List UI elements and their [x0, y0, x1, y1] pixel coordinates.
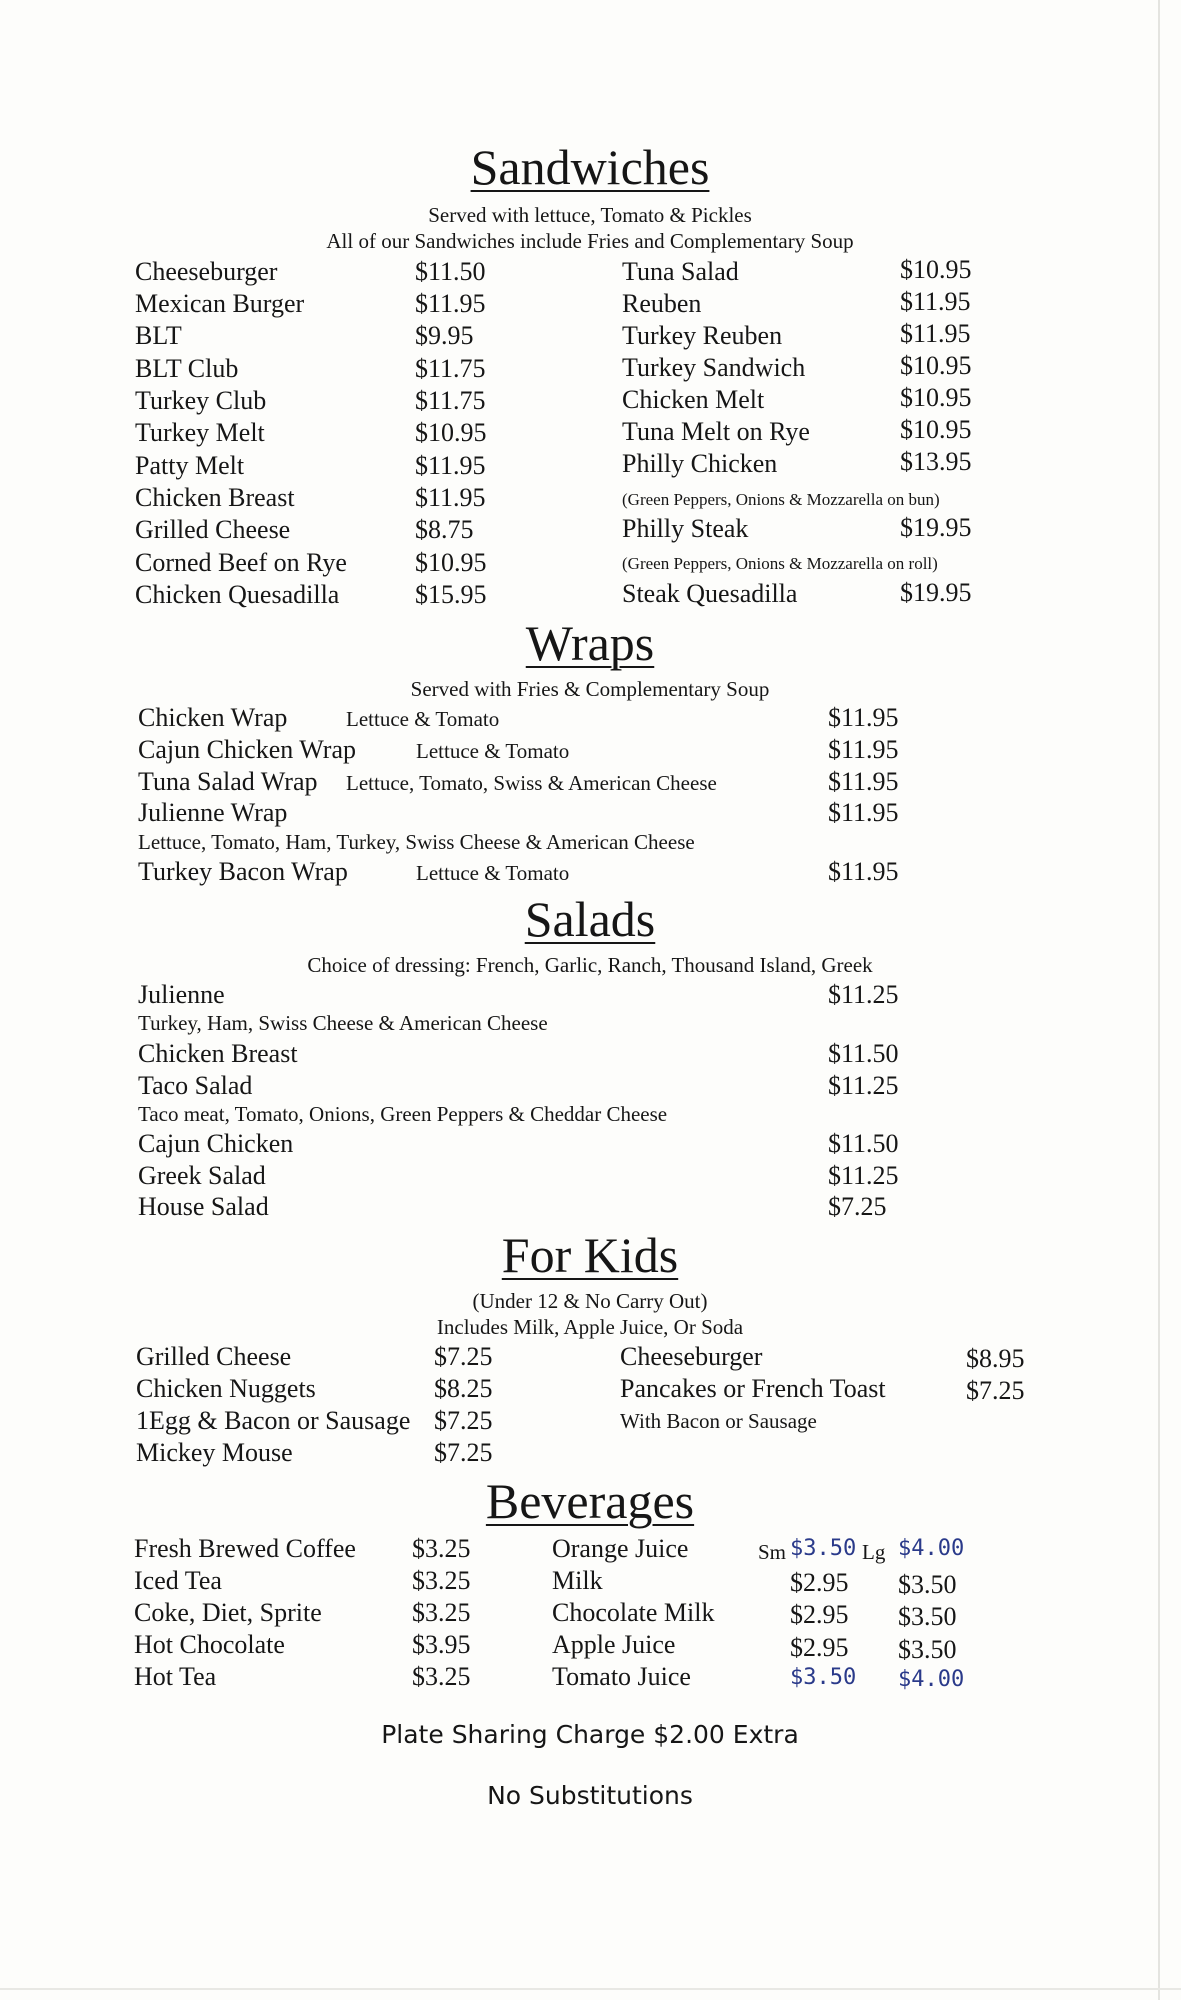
menu-item-name: Pancakes or French Toast — [620, 1374, 886, 1403]
menu-item-price: $10.95 — [415, 418, 487, 447]
menu-item-price: $11.50 — [415, 257, 486, 286]
kids-subtitle-2: Includes Milk, Apple Juice, Or Soda — [436, 1315, 744, 1339]
menu-item-name: Chicken Nuggets — [136, 1374, 316, 1403]
kids-subtitle-1: (Under 12 & No Carry Out) — [472, 1289, 708, 1313]
handwritten-price: $4.00 — [898, 1667, 965, 1692]
menu-item-price: $11.95 — [900, 287, 971, 316]
menu-item-name: Cheeseburger — [135, 257, 278, 286]
menu-item-name: Tuna Salad — [622, 257, 739, 286]
menu-item-price: $7.25 — [966, 1376, 1025, 1405]
menu-item-name: Philly Chicken — [622, 449, 778, 478]
menu-item-price: $11.50 — [828, 1039, 899, 1068]
menu-item-name: Hot Tea — [134, 1662, 217, 1691]
menu-item-price: $11.75 — [415, 386, 486, 415]
menu-item-name: Iced Tea — [134, 1566, 222, 1595]
menu-item-price: $10.95 — [900, 255, 972, 284]
menu-item-description: With Bacon or Sausage — [620, 1409, 817, 1433]
menu-item-price: $3.50 — [898, 1602, 957, 1631]
handwritten-price: $3.50 — [790, 1665, 857, 1690]
menu-item-name: Cajun Chicken Wrap — [138, 735, 356, 764]
menu-item-name: Corned Beef on Rye — [135, 548, 347, 577]
menu-item-description: Lettuce, Tomato, Swiss & American Cheese — [346, 771, 717, 795]
paper-edge — [1158, 0, 1160, 2000]
menu-item-name: Fresh Brewed Coffee — [134, 1534, 356, 1563]
menu-item-price: $8.25 — [434, 1374, 493, 1403]
menu-item-price: $11.95 — [828, 735, 899, 764]
menu-item-name: Turkey Sandwich — [622, 353, 806, 382]
menu-item-name: Tomato Juice — [552, 1662, 691, 1691]
menu-item-price: $3.25 — [412, 1566, 471, 1595]
menu-item-name: Turkey Club — [135, 386, 267, 415]
menu-item-name: Patty Melt — [135, 451, 245, 480]
menu-item-name: Mexican Burger — [135, 289, 305, 318]
wraps-subtitle: Served with Fries & Complementary Soup — [410, 677, 770, 701]
menu-item-name: BLT — [135, 321, 182, 350]
menu-item-name: Chicken Melt — [622, 385, 765, 414]
menu-item-price: $11.95 — [415, 451, 486, 480]
menu-item-description: Turkey, Ham, Swiss Cheese & American Cheese — [138, 1011, 548, 1035]
menu-item-name: Hot Chocolate — [134, 1630, 285, 1659]
menu-item-price: $8.95 — [966, 1344, 1025, 1373]
menu-item-name: Cheeseburger — [620, 1342, 763, 1371]
menu-item-description: Lettuce & Tomato — [346, 707, 500, 731]
menu-item-price: $3.25 — [412, 1534, 471, 1563]
menu-item-name: Reuben — [622, 289, 702, 318]
menu-item-price: $11.95 — [828, 703, 899, 732]
menu-item-name: Grilled Cheese — [136, 1342, 292, 1371]
menu-item-description: Taco meat, Tomato, Onions, Green Peppers & Cheddar Cheese — [138, 1102, 668, 1126]
size-label-large: Lg — [862, 1540, 886, 1564]
plate-sharing-note: Plate Sharing Charge $2.00 Extra — [381, 1720, 799, 1749]
menu-item-name: Cajun Chicken — [138, 1129, 294, 1158]
menu-item-price: $11.25 — [828, 1161, 899, 1190]
menu-item-name: Turkey Bacon Wrap — [138, 857, 348, 886]
menu-item-price: $11.95 — [415, 289, 486, 318]
menu-item-description: (Green Peppers, Onions & Mozzarella on roll) — [622, 554, 938, 573]
size-label-small: Sm — [758, 1540, 787, 1564]
menu-item-price: $2.95 — [790, 1600, 849, 1629]
beverages-title: Beverages — [485, 1473, 695, 1529]
menu-item-price: $11.95 — [415, 483, 486, 512]
menu-item-price: $10.95 — [900, 415, 972, 444]
menu-item-price: $9.95 — [415, 321, 474, 350]
menu-item-price: $11.25 — [828, 980, 899, 1009]
menu-item-name: Taco Salad — [138, 1071, 253, 1100]
menu-item-name: BLT Club — [135, 354, 239, 383]
menu-item-name: Chicken Breast — [138, 1039, 298, 1068]
menu-item-name: Chicken Breast — [135, 483, 295, 512]
menu-item-price: $11.25 — [828, 1071, 899, 1100]
menu-item-price: $7.25 — [828, 1192, 887, 1221]
sandwiches-subtitle-1: Served with lettuce, Tomato & Pickles — [428, 203, 752, 227]
menu-item-name: Turkey Reuben — [622, 321, 783, 350]
wraps-title: Wraps — [525, 615, 655, 671]
menu-item-name: Tuna Melt on Rye — [622, 417, 810, 446]
menu-item-price: $19.95 — [900, 513, 972, 542]
menu-item-name: Turkey Melt — [135, 418, 265, 447]
menu-item-description: Lettuce & Tomato — [416, 861, 570, 885]
sandwiches-title: Sandwiches — [470, 139, 710, 195]
menu-item-price: $3.95 — [412, 1630, 471, 1659]
menu-item-price: $13.95 — [900, 447, 972, 476]
menu-item-name: Chicken Wrap — [138, 703, 288, 732]
menu-item-price: $19.95 — [900, 578, 972, 607]
menu-item-price: $2.95 — [790, 1633, 849, 1662]
menu-item-price: $11.50 — [828, 1129, 899, 1158]
menu-item-name: Tuna Salad Wrap — [138, 767, 318, 796]
salads-title: Salads — [524, 891, 656, 947]
menu-item-price: $15.95 — [415, 580, 487, 609]
menu-item-name: Mickey Mouse — [136, 1438, 293, 1467]
menu-item-price: $11.95 — [828, 798, 899, 827]
menu-item-description: (Green Peppers, Onions & Mozzarella on bun) — [622, 490, 940, 509]
menu-item-price: $11.95 — [828, 857, 899, 886]
menu-item-name: Apple Juice — [552, 1630, 676, 1659]
salads-subtitle: Choice of dressing: French, Garlic, Ranch, Thousand Island, Greek — [307, 953, 873, 977]
menu-item-price: $2.95 — [790, 1568, 849, 1597]
paper-edge-bottom — [0, 1988, 1181, 1990]
menu-item-price: $3.25 — [412, 1598, 471, 1627]
menu-item-name: Chicken Quesadilla — [135, 580, 340, 609]
menu-item-name: Greek Salad — [138, 1161, 266, 1190]
menu-item-name: Grilled Cheese — [135, 515, 291, 544]
menu-item-name: Milk — [552, 1566, 603, 1595]
menu-item-price: $3.25 — [412, 1662, 471, 1691]
menu-item-price: $11.95 — [828, 767, 899, 796]
sandwiches-subtitle-2: All of our Sandwiches include Fries and Complementary Soup — [326, 229, 854, 253]
menu-item-price: $3.50 — [898, 1635, 957, 1664]
menu-item-description: Lettuce & Tomato — [416, 739, 570, 763]
menu-item-price: $7.25 — [434, 1342, 493, 1371]
menu-item-price: $10.95 — [900, 351, 972, 380]
menu-item-name: Steak Quesadilla — [622, 579, 798, 608]
menu-item-name: Orange Juice — [552, 1534, 689, 1563]
menu-item-price: $10.95 — [415, 548, 487, 577]
menu-item-name: Philly Steak — [622, 514, 749, 543]
menu-item-name: Julienne — [138, 980, 225, 1009]
handwritten-price: $3.50 — [790, 1536, 857, 1561]
menu-item-name: Chocolate Milk — [552, 1598, 715, 1627]
menu-item-name: House Salad — [138, 1192, 269, 1221]
kids-title: For Kids — [501, 1227, 679, 1283]
menu-item-price: $8.75 — [415, 515, 474, 544]
menu-item-price: $7.25 — [434, 1438, 493, 1467]
handwritten-price: $4.00 — [898, 1536, 965, 1561]
menu-item-name: 1Egg & Bacon or Sausage — [136, 1406, 411, 1435]
no-substitutions-note: No Substitutions — [487, 1781, 693, 1810]
menu-item-name: Julienne Wrap — [138, 798, 288, 827]
menu-item-description: Lettuce, Tomato, Ham, Turkey, Swiss Cheese & American Cheese — [138, 830, 695, 854]
menu-item-price: $10.95 — [900, 383, 972, 412]
menu-item-price: $7.25 — [434, 1406, 493, 1435]
menu-item-price: $11.75 — [415, 354, 486, 383]
menu-item-price: $3.50 — [898, 1570, 957, 1599]
menu-item-name: Coke, Diet, Sprite — [134, 1598, 322, 1627]
menu-item-price: $11.95 — [900, 319, 971, 348]
